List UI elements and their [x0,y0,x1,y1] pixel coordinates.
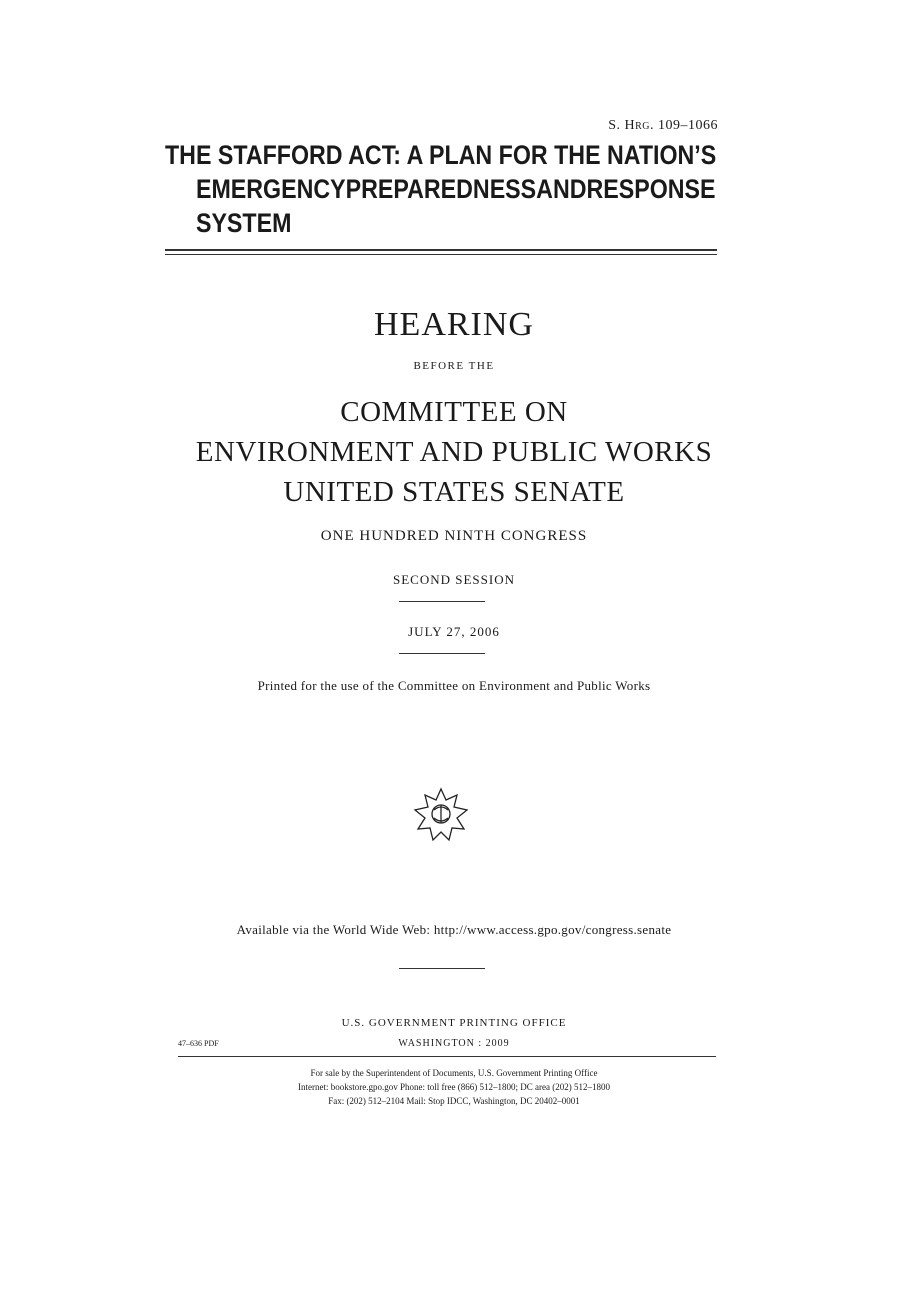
divider-rule [399,653,485,654]
web-availability-note: Available via the World Wide Web: http://www.access.gpo.gov/congress.senate [236,922,672,937]
sale-line-2: Internet: bookstore.gpo.gov Phone: toll free (866) 512–1800; DC area (202) 512–1800 [298,1082,610,1092]
committee-line-2: ENVIRONMENT AND PUBLIC WORKS [195,436,713,468]
title-line-2 [165,172,716,206]
title-line-3: SYSTEM [195,208,292,238]
title-word: PREPAREDNESS [345,174,537,204]
before-the-label: BEFORE THE [413,360,495,372]
report-number: S. Hrg. 109–1066 [608,118,718,133]
committee-line-3: UNITED STATES SENATE [283,476,625,508]
title-line-1: THE STAFFORD ACT: A PLAN FOR THE NATION’S [165,140,717,170]
publisher-rule [178,1056,716,1057]
divider-rule [399,601,485,602]
sale-line-1: For sale by the Superintendent of Documents, U.S. Government Printing Office [310,1068,598,1078]
title-rule-top [165,249,717,251]
printed-for-note: Printed for the use of the Committee on Environment and Public Works [257,678,651,693]
title-word: RESPONSE [586,174,716,204]
hearing-date: JULY 27, 2006 [408,624,500,639]
congress-label: ONE HUNDRED NINTH CONGRESS [320,528,588,544]
title-word: EMERGENCY [195,174,346,204]
session-label: SECOND SESSION [393,572,515,587]
committee-name [0,392,908,512]
publisher-office: U.S. GOVERNMENT PRINTING OFFICE [341,1017,567,1029]
sale-info [0,1066,908,1108]
publisher-place-year: WASHINGTON : 2009 [398,1038,510,1049]
committee-line-1: COMMITTEE ON [340,396,568,428]
jacket-number: 47–636 PDF [178,1039,219,1048]
gpo-seal-icon [412,786,470,844]
title-rule-bottom [165,254,717,255]
document-title [165,138,717,240]
sale-line-3: Fax: (202) 512–2104 Mail: Stop IDCC, Washington, DC 20402–0001 [328,1096,580,1106]
hearing-heading: HEARING [374,306,534,343]
title-word: AND [536,174,587,204]
divider-rule [399,968,485,969]
